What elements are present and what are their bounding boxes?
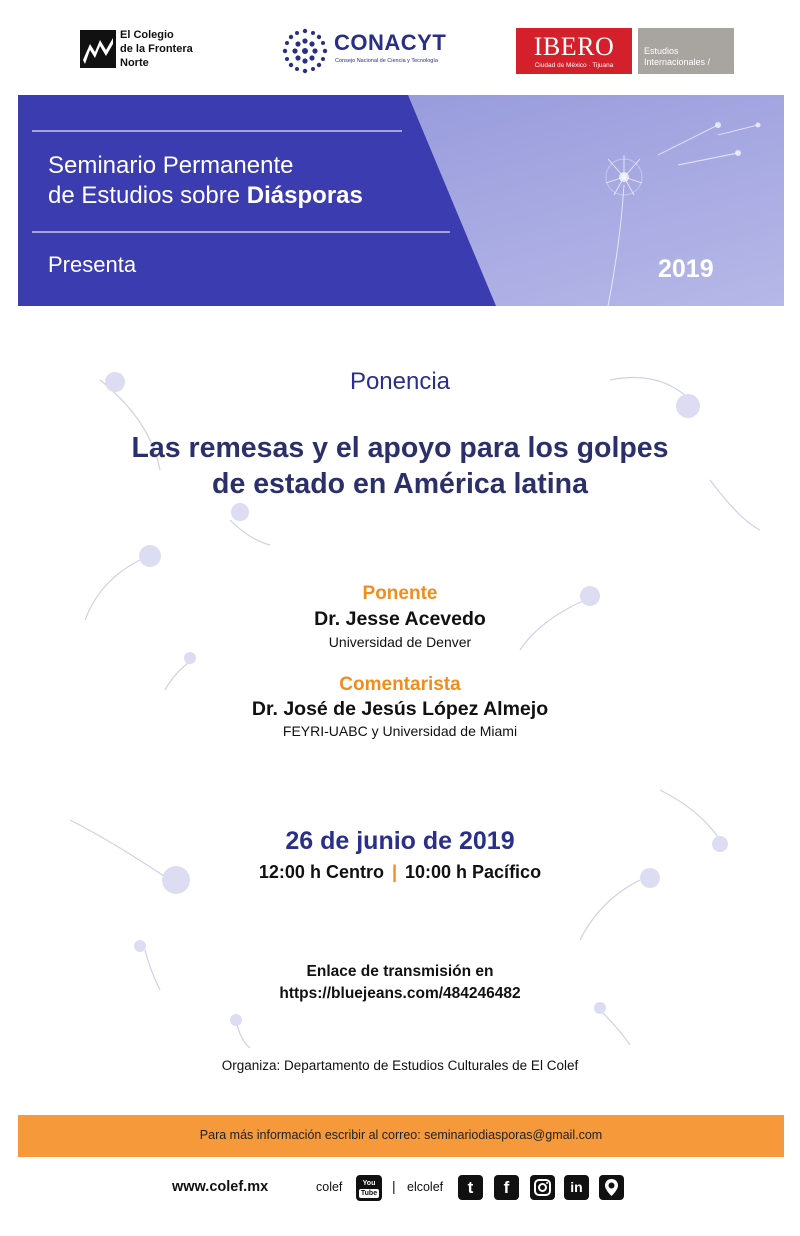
- periscope-glyph: [599, 1175, 624, 1200]
- talk-title-line1: Las remesas y el apoyo para los golpes: [131, 432, 669, 464]
- colef-logo: [80, 26, 230, 74]
- banner-presenta: Presenta: [48, 252, 137, 277]
- linkedin-icon[interactable]: in: [564, 1175, 589, 1200]
- banner-title-line2-prefix: de Estudios sobre: [48, 182, 247, 209]
- talk-title: [0, 430, 800, 502]
- ponente-affiliation: Universidad de Denver: [328, 634, 472, 650]
- instagram-glyph: [530, 1175, 555, 1200]
- time-centro: 12:00 h Centro: [258, 862, 384, 882]
- comentarista-label: Comentarista: [339, 674, 461, 695]
- periscope-icon[interactable]: [599, 1175, 624, 1200]
- comentarista-name: Dr. José de Jesús López Almejo: [251, 698, 549, 720]
- ibero-name: IBERO: [533, 32, 615, 61]
- conacyt-logo: [280, 26, 460, 78]
- stream-label: Enlace de transmisión en: [306, 963, 494, 980]
- colef-logo-line1: El Colegio: [120, 29, 174, 41]
- event-type-label: Ponencia: [349, 368, 451, 395]
- ponente-label: Ponente: [362, 583, 438, 604]
- ei-line2: Internacionales /: [644, 57, 711, 67]
- youtube-icon-line1: You: [362, 1180, 376, 1187]
- info-bar-text[interactable]: Para más información escribir al correo: seminariodiasporas@gmail.com: [199, 1128, 603, 1142]
- colef-logo-line3: Norte: [120, 57, 149, 69]
- footer-separator: |: [392, 1178, 396, 1194]
- event-time: [0, 862, 800, 883]
- banner-year: 2019: [658, 255, 714, 283]
- organizer-text: Organiza: Departamento de Estudios Culturales de El Colef: [221, 1058, 579, 1073]
- ibero-subtitle: Ciudad de México · Tijuana: [534, 62, 614, 69]
- facebook-icon[interactable]: f: [494, 1175, 519, 1200]
- banner-title: [48, 151, 363, 211]
- talk-title-line2: de estado en América latina: [212, 468, 588, 500]
- social-handle: elcolef: [407, 1180, 444, 1194]
- instagram-icon[interactable]: [530, 1175, 555, 1200]
- colef-logo-line2: de la Frontera: [120, 43, 193, 55]
- time-separator: |: [391, 862, 397, 882]
- youtube-icon-line2: Tube: [360, 1190, 378, 1197]
- info-bar: [18, 1115, 784, 1157]
- comentarista-affiliation: FEYRI-UABC y Universidad de Miami: [282, 723, 518, 739]
- conacyt-dots-icon: [280, 26, 330, 76]
- ponente-name: Dr. Jesse Acevedo: [314, 608, 486, 630]
- youtube-icon[interactable]: [356, 1175, 382, 1201]
- seminar-banner: [18, 95, 784, 306]
- youtube-handle: colef: [316, 1180, 343, 1194]
- conacyt-name: CONACYT: [334, 30, 447, 55]
- twitter-icon[interactable]: t: [458, 1175, 483, 1200]
- website-link[interactable]: www.colef.mx: [172, 1179, 269, 1195]
- banner-title-line2-bold: Diásporas: [246, 182, 363, 209]
- time-pacifico: 10:00 h Pacífico: [405, 862, 542, 882]
- conacyt-subtitle: Consejo Nacional de Ciencia y Tecnología: [335, 58, 438, 64]
- stream-url-link[interactable]: https://bluejeans.com/484246482: [279, 985, 521, 1002]
- event-date: 26 de junio de 2019: [285, 827, 515, 855]
- banner-title-line1: Seminario Permanente: [48, 152, 294, 179]
- colef-mountain-icon: [80, 30, 116, 68]
- ibero-logo: [516, 28, 632, 74]
- estudios-internacionales-logo: [638, 28, 734, 74]
- ei-line1: Estudios: [644, 46, 679, 56]
- banner-title-line2: [48, 181, 363, 211]
